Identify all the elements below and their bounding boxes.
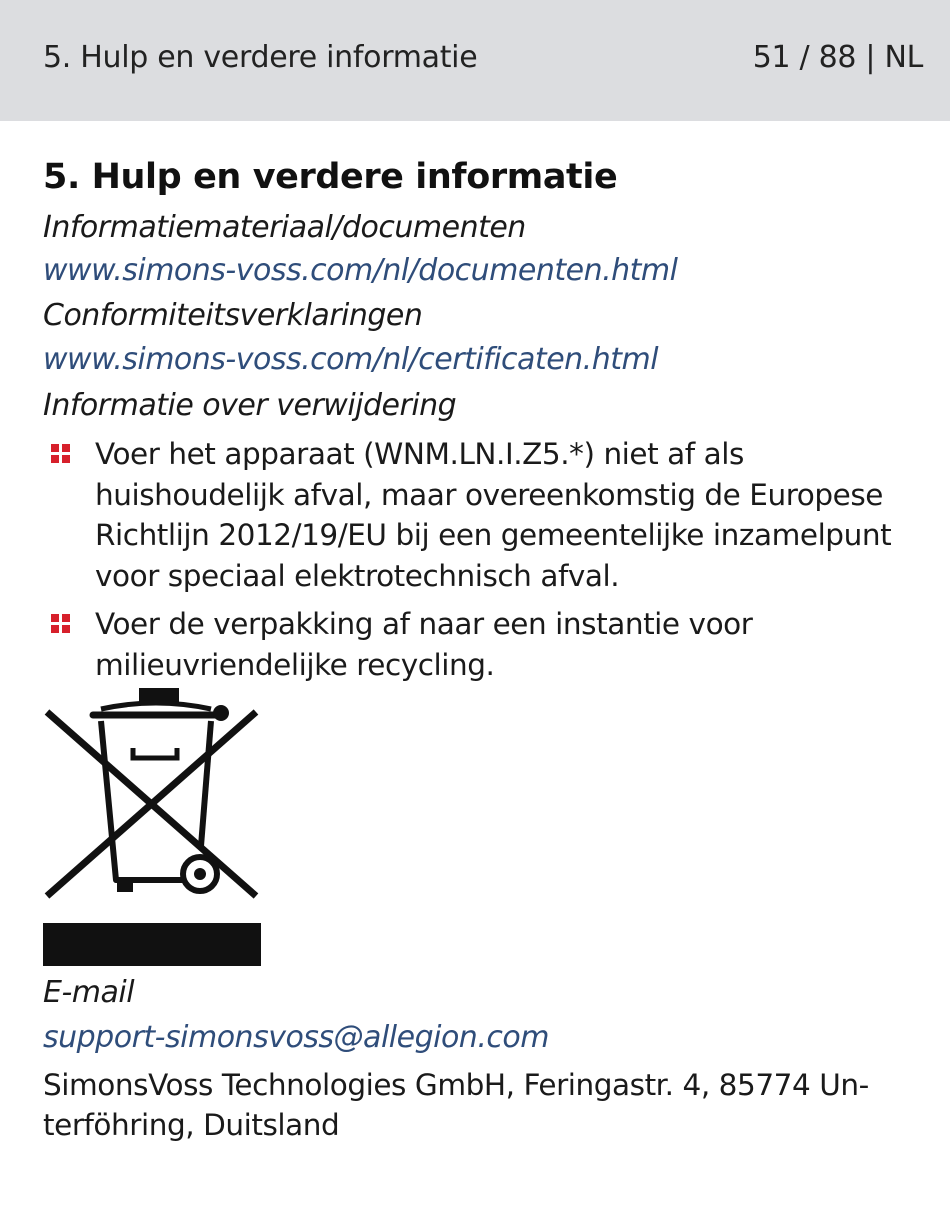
email-label: E-mail	[43, 975, 135, 1010]
header-title: 5. Hulp en verdere informatie	[43, 40, 478, 75]
conformity-link[interactable]: www.simons-voss.com/nl/certificaten.html	[43, 342, 659, 377]
red-square-bullet-icon	[51, 444, 70, 463]
email-link[interactable]: support-simonsvoss@allegion.com	[43, 1020, 549, 1055]
company-address: SimonsVoss Technologies GmbH, Feringastr. 4, 85774 Un-terföhring, Duitsland	[43, 1068, 869, 1142]
page-number: 51 / 88 | NL	[752, 40, 923, 75]
docs-label: Informatiemateriaal/documenten	[43, 210, 526, 245]
disposal-label: Informatie over verwijdering	[43, 388, 457, 423]
red-square-bullet-icon	[51, 614, 70, 633]
list-item-text: Voer het apparaat (WNM.LN.I.Z5.*) niet af als huishoudelijk afval, maar overeenkomstig de Europese Richtlijn 2012/19/EU bij een gemeentelijke inzamelpunt voor speciaal elektrotechnisch afval.	[95, 437, 892, 593]
conformity-label: Conformiteitsverklaringen	[43, 298, 423, 333]
list-item-text: Voer de verpakking af naar een instantie voor milieuvriendelijke recycling.	[95, 607, 753, 682]
docs-link[interactable]: www.simons-voss.com/nl/documenten.html	[43, 253, 678, 288]
crossed-out-wheelie-bin-icon	[43, 688, 261, 966]
page-header	[0, 0, 950, 121]
section-title: 5. Hulp en verdere informatie	[43, 157, 618, 197]
